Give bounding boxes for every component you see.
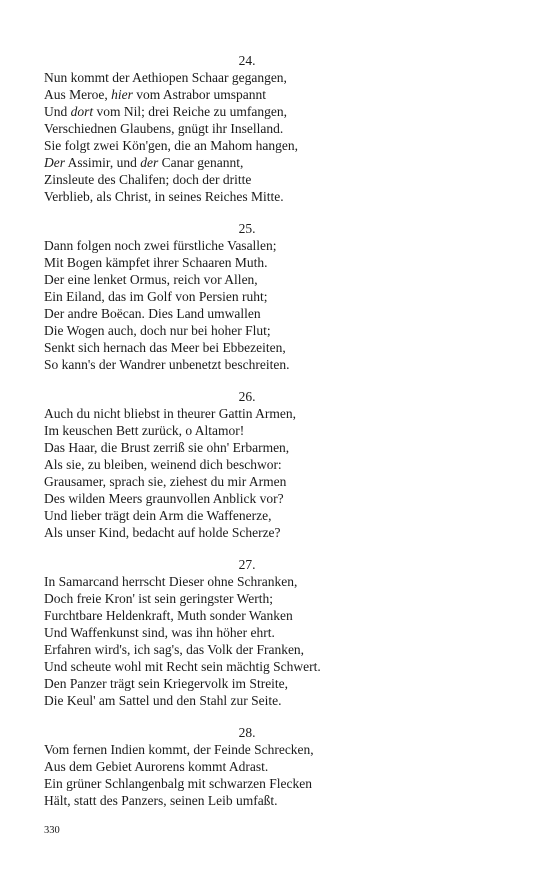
verse-line xyxy=(44,524,484,541)
stanza-28 xyxy=(44,724,484,809)
stanza-27 xyxy=(44,556,484,709)
verse-text: Auch du nicht bliebst in theurer Gattin Armen, xyxy=(44,406,296,421)
verse-text: Sie folgt zwei Kön'gen, die an Mahom hangen, xyxy=(44,138,298,154)
verse-text: Im keuschen Bett zurück, o Altamor! xyxy=(44,423,245,439)
stanza-24 xyxy=(44,52,484,205)
verse-text: vom Nil; drei Reiche zu umfangen, xyxy=(93,104,287,120)
verse-text: Vom fernen Indien kommt, der Feinde Schrecken, xyxy=(44,742,314,757)
verse-line xyxy=(44,422,484,439)
verse-text: Der eine lenket Ormus, reich vor Allen, xyxy=(44,272,258,288)
verse-text: Und xyxy=(44,104,71,120)
verse-text: Aus dem Gebiet Aurorens kommt Adrast. xyxy=(44,759,269,775)
verse-text: Und lieber trägt dein Arm die Waffenerze, xyxy=(44,508,272,524)
verse-text: So kann's der Wandrer unbenetzt beschreiten. xyxy=(44,357,290,373)
emphasized-word: Der xyxy=(44,155,65,171)
verse-text: Verschiednen Glaubens, gnügt ihr Inselland. xyxy=(44,121,284,137)
verse-line xyxy=(44,405,484,422)
verse-line xyxy=(44,658,484,675)
stanza-number: 28. xyxy=(238,725,256,740)
verse-line xyxy=(44,624,484,641)
verse-line xyxy=(44,590,484,607)
verse-text: Canar genannt, xyxy=(158,155,244,171)
stanza-number: 24. xyxy=(238,53,256,68)
verse-text: Und scheute wohl mit Recht sein mächtig Schwert. xyxy=(44,659,321,675)
stanza-lines xyxy=(44,69,484,205)
stanza-25 xyxy=(44,220,484,373)
verse-text: Grausamer, sprach sie, ziehest du mir Armen xyxy=(44,474,287,490)
verse-text: Hält, statt des Panzers, seinen Leib umfaßt. xyxy=(44,793,278,809)
verse-text: Als unser Kind, bedacht auf holde Scherze? xyxy=(44,525,281,541)
verse-text: Des wilden Meers graunvollen Anblick vor? xyxy=(44,491,284,507)
verse-text: Das Haar, die Brust zerriß sie ohn' Erbarmen, xyxy=(44,440,290,456)
verse-text: Dann folgen noch zwei fürstliche Vasallen; xyxy=(44,238,277,253)
verse-line xyxy=(44,356,484,373)
verse-line xyxy=(44,741,484,758)
verse-line xyxy=(44,254,484,271)
verse-text: Ein grüner Schlangenbalg mit schwarzen Flecken xyxy=(44,776,313,792)
verse-text: Zinsleute des Chalifen; doch der dritte xyxy=(44,172,252,188)
emphasized-word: der xyxy=(140,155,159,171)
verse-line xyxy=(44,322,484,339)
verse-text: Doch freie Kron' ist sein geringster Werth; xyxy=(44,591,274,607)
emphasized-word: dort xyxy=(70,104,94,120)
verse-line xyxy=(44,775,484,792)
verse-line xyxy=(44,758,484,775)
verse-text: Der andre Boëcan. Dies Land umwallen xyxy=(44,306,261,322)
verse-text: Furchtbare Heldenkraft, Muth sonder Wanken xyxy=(44,608,293,624)
verse-text: Mit Bogen kämpfet ihrer Schaaren Muth. xyxy=(44,255,268,271)
verse-line xyxy=(44,86,484,103)
verse-text: Erfahren wird's, ich sag's, das Volk der Franken, xyxy=(44,642,305,658)
verse-line xyxy=(44,641,484,658)
verse-text: Nun kommt der Aethiopen Schaar gegangen, xyxy=(44,70,287,85)
stanza-lines xyxy=(44,405,484,541)
verse-line xyxy=(44,473,484,490)
verse-line xyxy=(44,305,484,322)
verse-line xyxy=(44,675,484,692)
verse-text: Verblieb, als Christ, in seines Reiches Mitte. xyxy=(44,189,284,205)
verse-text: vom Astrabor umspannt xyxy=(132,87,266,103)
verse-line xyxy=(44,607,484,624)
stanza-number: 27. xyxy=(238,557,256,572)
verse-text: Und Waffenkunst sind, was ihn höher ehrt. xyxy=(44,625,275,641)
verse-line xyxy=(44,103,484,120)
verse-line xyxy=(44,271,484,288)
verse-line xyxy=(44,692,484,709)
verse-text: Aus Meroe, xyxy=(44,87,112,103)
verse-line xyxy=(44,456,484,473)
stanza-lines xyxy=(44,573,484,709)
stanza-26 xyxy=(44,388,484,541)
verse-text: Senkt sich hernach das Meer bei Ebbezeiten, xyxy=(44,340,286,356)
stanza-number: 26. xyxy=(238,389,256,404)
verse-line xyxy=(44,507,484,524)
verse-line xyxy=(44,792,484,809)
page-number: 330 xyxy=(44,825,60,836)
verse-line xyxy=(44,171,484,188)
verse-line xyxy=(44,573,484,590)
verse-text: Ein Eiland, das im Golf von Persien ruht; xyxy=(44,289,268,305)
verse-line xyxy=(44,288,484,305)
stanza-lines xyxy=(44,741,484,809)
verse-text: Den Panzer trägt sein Kriegervolk im Streite, xyxy=(44,676,289,692)
verse-line xyxy=(44,120,484,137)
verse-text: In Samarcand herrscht Dieser ohne Schranken, xyxy=(44,574,298,589)
verse-line xyxy=(44,154,484,171)
verse-line xyxy=(44,188,484,205)
stanza-lines xyxy=(44,237,484,373)
verse-line xyxy=(44,69,484,86)
verse-line xyxy=(44,237,484,254)
emphasized-word: hier xyxy=(111,87,133,103)
verse-text: Die Wogen auch, doch nur bei hoher Flut; xyxy=(44,323,271,339)
verse-line xyxy=(44,137,484,154)
verse-text: Die Keul' am Sattel und den Stahl zur Seite. xyxy=(44,693,282,709)
stanza-number: 25. xyxy=(238,221,256,236)
verse-line xyxy=(44,339,484,356)
verse-text: Als sie, zu bleiben, weinend dich beschwor: xyxy=(44,457,282,473)
verse-line xyxy=(44,490,484,507)
verse-text: Assimir, und xyxy=(65,155,141,171)
verse-line xyxy=(44,439,484,456)
